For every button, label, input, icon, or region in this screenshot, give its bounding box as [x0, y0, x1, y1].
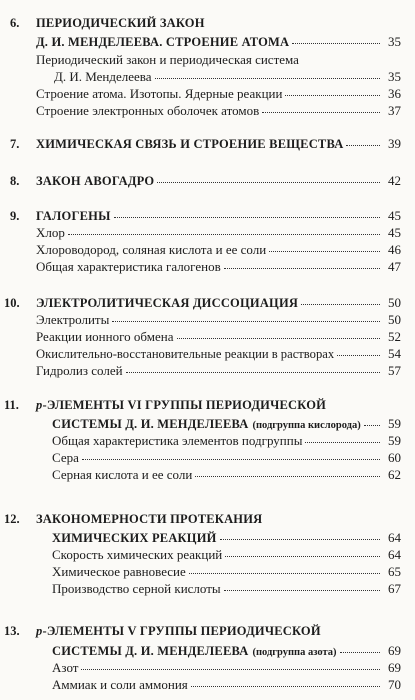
toc-dot-leader [195, 465, 380, 477]
toc-dot-leader [82, 448, 380, 460]
toc-heading-line [4, 396, 401, 415]
toc-section-title: ХИМИЧЕСКАЯ СВЯЗЬ И СТРОЕНИЕ ВЕЩЕСТВА [36, 137, 344, 151]
toc-page-number: 46 [388, 242, 401, 257]
toc-entry-label: Производство серной кислоты [52, 581, 221, 596]
toc-dot-leader [126, 361, 380, 373]
toc-dot-leader [112, 310, 380, 322]
toc-entry-label: Азот [52, 660, 79, 675]
toc-heading-line [10, 14, 401, 33]
toc-dot-leader [191, 675, 380, 687]
toc-section-number: 6. [10, 16, 20, 30]
toc-entry-label: Серная кислота и ее соли [52, 467, 193, 482]
toc-section-number: 9. [10, 209, 20, 223]
toc-page-number: 45 [388, 225, 401, 240]
toc-page-number: 35 [388, 69, 401, 84]
toc-page-number: 67 [388, 581, 401, 596]
toc-page-number: 70 [388, 677, 401, 692]
toc-entry [52, 579, 401, 598]
toc-dot-leader [301, 293, 380, 305]
toc-dot-leader [224, 257, 380, 269]
toc-page-number: 45 [388, 208, 401, 223]
toc-page-number: 69 [388, 660, 401, 675]
toc-section-number: 8. [10, 174, 20, 188]
toc-section-number: 13. [4, 624, 20, 638]
toc-dot-leader [224, 579, 380, 591]
toc-dot-leader [337, 344, 380, 356]
toc-page-number: 52 [388, 329, 401, 344]
toc-entry-label: Химическое равновесие [52, 564, 186, 579]
toc-page-number: 64 [388, 547, 401, 562]
toc-dot-leader [157, 171, 380, 183]
toc-entry-label: Электролиты [36, 312, 110, 327]
toc-section-number: 7. [10, 137, 20, 151]
toc-page-number: 65 [388, 564, 401, 579]
toc-entry-label: Периодический закон и периодическая система [36, 52, 299, 67]
toc-section-title: -ЭЛЕМЕНТЫ VI ГРУППЫ ПЕРИОДИЧЕСКОЙ [42, 398, 327, 412]
toc-page-number: 47 [388, 259, 401, 274]
toc-dot-leader [364, 414, 380, 426]
toc-dot-leader [305, 431, 380, 443]
toc-heading-line [36, 32, 401, 51]
toc-dot-leader [262, 101, 380, 113]
toc-page-number: 50 [388, 312, 401, 327]
toc-page-number: 54 [388, 346, 401, 361]
toc-entry-label: Строение электронных оболочек атомов [36, 103, 260, 118]
toc-dot-leader [285, 84, 380, 96]
toc-dot-leader [269, 240, 380, 252]
toc-section-title: ЗАКОН АВОГАДРО [36, 174, 155, 188]
toc-section-number: 10. [4, 296, 20, 310]
toc-entry-label: Хлор [36, 225, 65, 240]
toc-entry-label: Д. И. Менделеева [54, 69, 152, 84]
toc-section-title: ЭЛЕКТРОЛИТИЧЕСКАЯ ДИССОЦИАЦИЯ [36, 296, 299, 310]
toc-heading-line [10, 171, 401, 190]
toc-heading-line [4, 622, 401, 641]
toc-entry [52, 465, 401, 484]
toc-dot-leader [220, 528, 380, 540]
toc-page-number: 62 [388, 467, 401, 482]
toc-entry-label: Аммиак и соли аммония [52, 677, 188, 692]
toc-entry-label: Скорость химических реакций [52, 547, 223, 562]
toc-dot-leader [225, 545, 380, 557]
toc-section-title: ЗАКОНОМЕРНОСТИ ПРОТЕКАНИЯ [36, 512, 263, 526]
toc-dot-leader [292, 32, 380, 44]
toc-section-number: 12. [4, 512, 20, 526]
toc-page-number: 42 [388, 173, 401, 188]
toc-section-title: ПЕРИОДИЧЕСКИЙ ЗАКОН [36, 16, 205, 30]
toc-page-number: 37 [388, 103, 401, 118]
toc-dot-leader [189, 562, 380, 574]
toc-dot-leader [68, 223, 380, 235]
toc-entry-label: Реакции ионного обмена [36, 329, 174, 344]
toc-dot-leader [340, 641, 380, 653]
toc-page-number: 57 [388, 363, 401, 378]
toc-entry-label: Общая характеристика галогенов [36, 259, 221, 274]
toc-section-note: (подгруппа кислорода) [252, 420, 361, 431]
toc-section-title: СИСТЕМЫ Д. И. МЕНДЕЛЕЕВА [52, 417, 249, 431]
toc-entry-label: Общая характеристика элементов подгруппы [52, 433, 303, 448]
toc-heading-line [10, 134, 401, 153]
toc-entry-label: Сера [52, 450, 79, 465]
toc-entry-label: Гидролиз солей [36, 363, 123, 378]
toc-entry [52, 675, 401, 694]
toc-dot-leader [346, 134, 380, 146]
toc-dot-leader [155, 67, 380, 79]
toc-page-number: 35 [388, 34, 401, 49]
toc-dot-leader [81, 658, 380, 670]
toc-section-title: Д. И. МЕНДЕЛЕЕВА. СТРОЕНИЕ АТОМА [36, 35, 290, 49]
toc-entry [36, 101, 401, 120]
toc-section-note: (подгруппа азота) [252, 647, 337, 658]
toc-entry-label: Хлороводород, соляная кислота и ее соли [36, 242, 267, 257]
toc-section-prefix: p [36, 624, 43, 638]
toc-entry-label: Окислительно-восстановительные реакции в растворах [36, 347, 335, 361]
toc-page-number: 64 [388, 530, 401, 545]
toc-page-number: 59 [388, 433, 401, 448]
toc-section-title: ГАЛОГЕНЫ [36, 209, 111, 223]
toc-page-number: 69 [388, 643, 401, 658]
toc-section-prefix: p [36, 398, 43, 412]
toc-heading-line [4, 510, 401, 529]
toc-section-title: ХИМИЧЕСКИХ РЕАКЦИЙ [52, 531, 217, 545]
toc-section-title: -ЭЛЕМЕНТЫ V ГРУППЫ ПЕРИОДИЧЕСКОЙ [42, 624, 321, 638]
toc-page-number: 50 [388, 295, 401, 310]
toc-dot-leader [114, 206, 380, 218]
toc-page-number: 60 [388, 450, 401, 465]
toc-page-number: 39 [388, 136, 401, 151]
toc-entry [36, 257, 401, 276]
toc-page-number: 59 [388, 416, 401, 431]
toc-entry-label: Строение атома. Изотопы. Ядерные реакции [36, 86, 283, 101]
toc-section-title: СИСТЕМЫ Д. И. МЕНДЕЛЕЕВА [52, 644, 249, 658]
toc-dot-leader [177, 327, 380, 339]
toc-entry [36, 361, 401, 380]
toc-page-number: 36 [388, 86, 401, 101]
toc-section-number: 11. [4, 398, 19, 412]
